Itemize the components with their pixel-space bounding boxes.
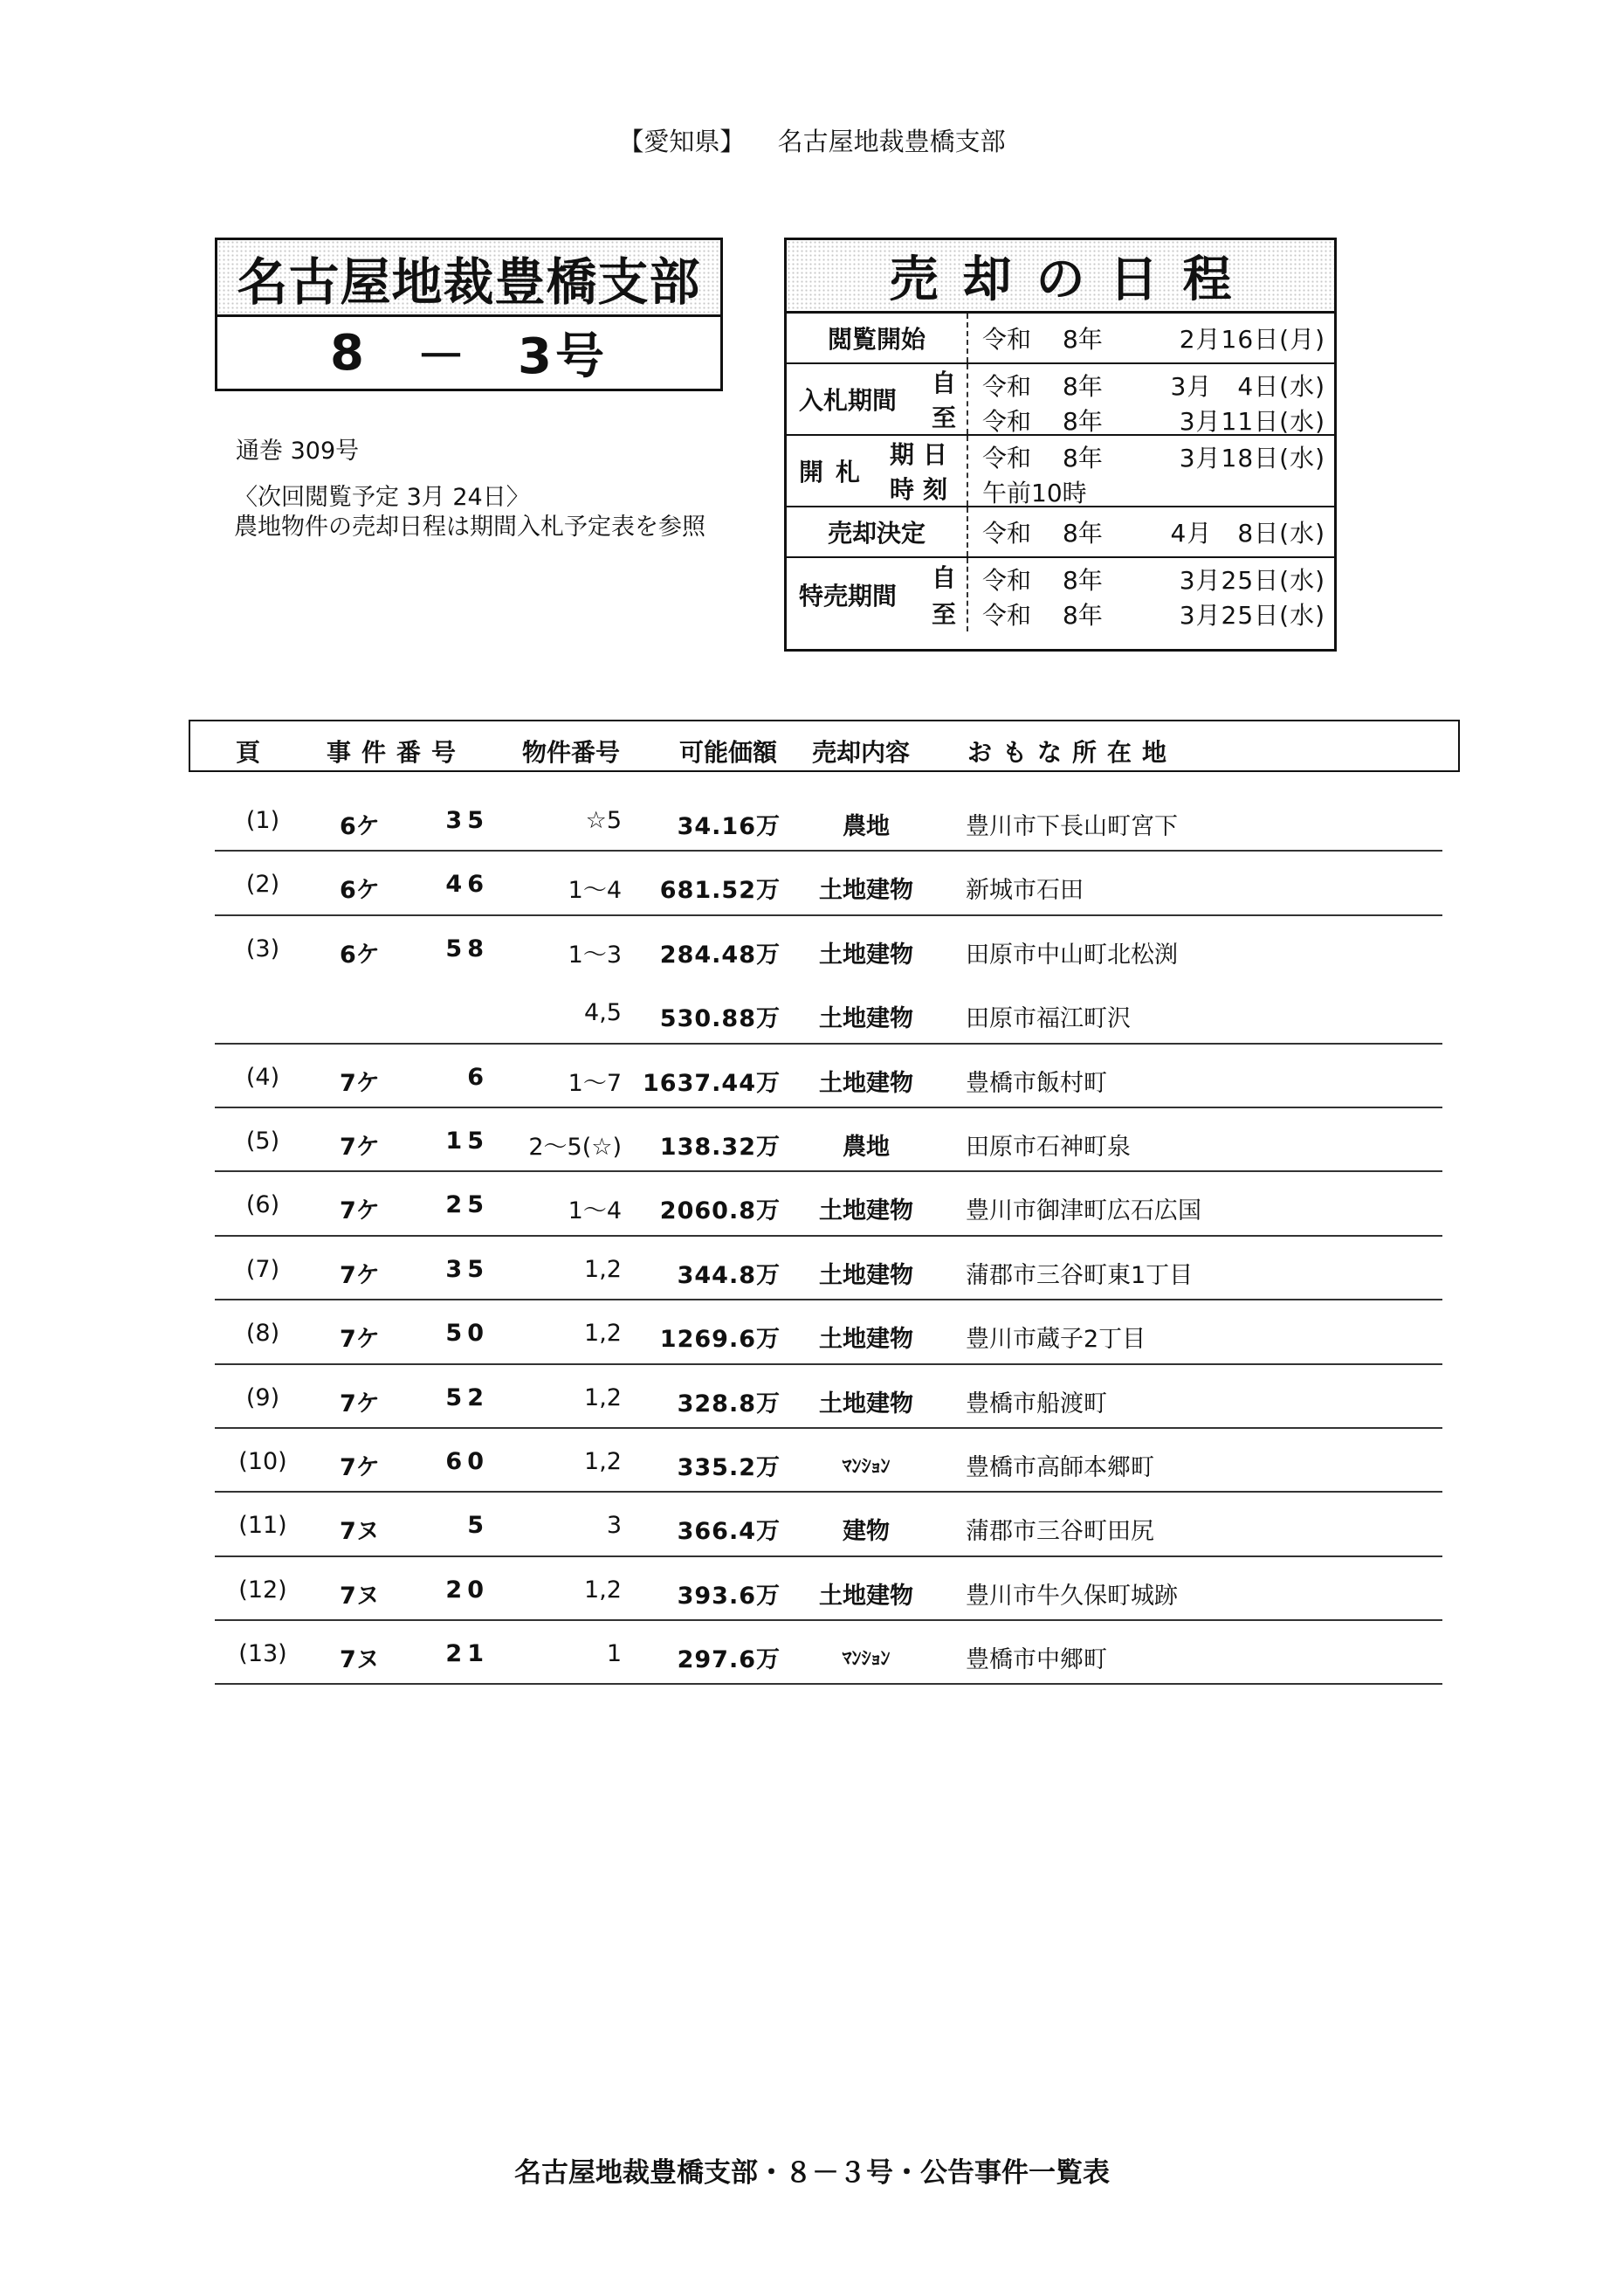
row-price: 284.48万: [659, 941, 781, 969]
schedule-row-label: [787, 507, 968, 556]
row-location: 蒲郡市三谷町東1丁目: [966, 1261, 1194, 1289]
schedule-sublabel: 至: [931, 404, 956, 432]
row-case-type: 6ケ: [340, 813, 380, 840]
court-label: 名古屋地裁豊橋支部: [777, 127, 1006, 156]
schedule-value-era: 令和: [982, 566, 1032, 595]
row-item-number: 1～4: [568, 1197, 622, 1225]
schedule-sublabels: [890, 436, 956, 506]
row-sale-type: 土地建物: [819, 877, 913, 905]
prefecture-label: 【愛知県】: [618, 127, 746, 156]
schedule-row: [787, 314, 1334, 364]
schedule-title-char: 売: [889, 251, 939, 308]
schedule-value-date: 3月 4日(水): [1170, 372, 1325, 401]
farmland-note: 農地物件の売却日程は期間入札予定表を参照: [234, 514, 705, 541]
row-case-number: 15: [445, 1127, 489, 1155]
row-price: 393.6万: [677, 1582, 781, 1610]
table-row: [215, 1493, 1442, 1556]
row-price: 530.88万: [659, 1005, 781, 1033]
row-case-type: 6ケ: [340, 877, 380, 905]
row-sale-type: ﾏﾝｼｮﾝ: [842, 1648, 891, 1671]
row-sale-type: 土地建物: [819, 1582, 913, 1610]
row-price: 366.4万: [677, 1518, 781, 1546]
table-row: [215, 916, 1442, 980]
row-sale-type: 農地: [843, 1133, 890, 1161]
row-page: (9): [245, 1383, 280, 1411]
row-item-number: 2～5(☆): [528, 1133, 622, 1161]
row-price: 138.32万: [659, 1133, 781, 1161]
schedule-row: [787, 507, 1334, 558]
row-page: (10): [238, 1447, 287, 1475]
row-price: 34.16万: [677, 813, 781, 840]
table-row: [215, 980, 1442, 1044]
row-price: 344.8万: [677, 1261, 781, 1289]
table-row: [215, 1108, 1442, 1172]
row-case-type: 7ヌ: [340, 1646, 380, 1674]
schedule-value-year: 8年: [1063, 566, 1103, 595]
row-case-number: 35: [445, 1255, 489, 1283]
schedule-sublabel: 自: [931, 563, 956, 592]
schedule-value-era: 令和: [982, 444, 1032, 472]
header-location: おもな所在地: [967, 738, 1178, 767]
row-case-number: 25: [445, 1191, 489, 1219]
schedule-value: [982, 514, 1325, 549]
header-case-number: 事件番号: [327, 738, 467, 767]
schedule-value-era: 令和: [982, 519, 1032, 548]
row-case-type: 6ケ: [340, 941, 380, 969]
issue-title-box: [215, 238, 723, 391]
table-row: [215, 1045, 1442, 1108]
table-row: [215, 1621, 1442, 1685]
schedule-label-text: 特売期間: [799, 582, 898, 610]
row-location: 新城市石田: [966, 877, 1084, 905]
row-item-number: 1,2: [584, 1576, 622, 1604]
row-case-type: 7ヌ: [340, 1518, 380, 1546]
row-case-type: 7ヌ: [340, 1582, 380, 1610]
table-row: [215, 1237, 1442, 1300]
row-case-type: 7ケ: [340, 1261, 380, 1289]
row-price: 1269.6万: [659, 1326, 781, 1354]
row-location: 田原市中山町北松渕: [966, 941, 1178, 969]
next-view-note: [234, 483, 705, 542]
cases-table-header: [189, 720, 1460, 772]
row-case-type: 7ケ: [340, 1069, 380, 1097]
row-price: 297.6万: [677, 1646, 781, 1674]
schedule-value-date: 3月25日(水): [1179, 601, 1325, 630]
row-item-number: 1,2: [584, 1383, 622, 1411]
row-sale-type: 土地建物: [819, 1197, 913, 1225]
row-sale-type: 土地建物: [819, 1261, 913, 1289]
row-item-number: ☆5: [585, 807, 622, 834]
schedule-value-year: [1087, 474, 1167, 509]
row-location: 田原市石神町泉: [966, 1133, 1131, 1161]
schedule-row: [787, 436, 1334, 507]
schedule-value: [982, 597, 1325, 631]
row-page: (7): [245, 1255, 280, 1283]
row-page: (12): [238, 1576, 287, 1604]
sale-schedule-title: [787, 240, 1334, 314]
row-item-number: 4,5: [584, 999, 622, 1027]
schedule-sublabels: [932, 364, 956, 434]
header-item-number: 物件番号: [522, 738, 621, 767]
row-location: 蒲郡市三谷町田尻: [966, 1518, 1154, 1546]
row-location: 豊川市牛久保町城跡: [966, 1582, 1178, 1610]
cases-table-body: [215, 788, 1442, 1685]
schedule-value-year: 8年: [1063, 407, 1103, 436]
row-sale-type: 土地建物: [819, 1069, 913, 1097]
row-item-number: 1,2: [584, 1255, 622, 1283]
schedule-row: [787, 558, 1334, 631]
schedule-title-char: の: [1036, 251, 1085, 308]
table-row: [215, 1172, 1442, 1236]
sale-schedule-rows: [787, 314, 1334, 631]
row-case-number: 6: [467, 1063, 489, 1091]
row-item-number: 1～4: [568, 877, 622, 905]
schedule-row-label: [787, 436, 968, 506]
schedule-value: [982, 562, 1325, 597]
row-page: (8): [245, 1320, 280, 1348]
issue-number-dash: －: [416, 328, 469, 385]
schedule-value-era: 令和: [982, 601, 1032, 630]
table-row: [215, 1557, 1442, 1621]
row-case-number: 58: [445, 935, 489, 962]
row-item-number: 3: [606, 1512, 622, 1540]
table-row: [215, 1300, 1442, 1364]
row-page: (1): [245, 807, 280, 834]
row-case-number: 35: [445, 807, 489, 834]
schedule-label-text: 入札期間: [799, 386, 898, 415]
schedule-label-text: 開札: [799, 458, 873, 486]
row-sale-type: 農地: [843, 813, 890, 840]
issue-number-major: 8: [330, 324, 368, 382]
schedule-value: [982, 439, 1325, 474]
next-view-date: 〈次回閲覧予定 3月 24日〉: [234, 484, 530, 511]
schedule-title-char: 程: [1182, 251, 1232, 308]
row-sale-type: 土地建物: [819, 1005, 913, 1033]
schedule-value: [982, 321, 1325, 355]
schedule-value-year: 8年: [1063, 325, 1103, 354]
header-page: 頁: [236, 738, 261, 767]
schedule-value: [982, 474, 1325, 509]
row-page: (11): [238, 1512, 287, 1540]
schedule-value-year: 8年: [1063, 444, 1103, 472]
schedule-value: [982, 403, 1325, 438]
schedule-value-date: 4月 8日(水): [1170, 519, 1325, 548]
schedule-row-label: [787, 314, 968, 362]
row-case-number: 21: [445, 1640, 489, 1668]
schedule-sublabel: 期日: [889, 440, 956, 469]
schedule-row: [787, 364, 1334, 436]
row-sale-type: 土地建物: [819, 1390, 913, 1417]
row-page: (13): [238, 1640, 287, 1668]
row-location: 豊橋市高師本郷町: [966, 1453, 1154, 1481]
page-header: [0, 122, 1624, 158]
row-location: 豊川市御津町広石広国: [966, 1197, 1201, 1225]
row-sale-type: 土地建物: [819, 1326, 913, 1354]
schedule-values: [968, 436, 1334, 506]
schedule-value: [982, 368, 1325, 403]
table-row: [215, 852, 1442, 915]
header-price: 可能価額: [679, 738, 778, 767]
row-location: 豊川市蔵子2丁目: [966, 1326, 1146, 1354]
sale-schedule-box: [784, 238, 1337, 652]
row-case-number: 46: [445, 871, 489, 899]
schedule-values: [968, 364, 1334, 434]
table-row: [215, 1429, 1442, 1493]
row-sale-type: 土地建物: [819, 941, 913, 969]
schedule-value-date: 3月11日(水): [1179, 407, 1325, 436]
schedule-value-date: 3月25日(水): [1179, 566, 1325, 595]
row-location: 豊橋市飯村町: [966, 1069, 1107, 1097]
row-case-number: 50: [445, 1320, 489, 1348]
row-page: (3): [245, 935, 280, 962]
row-price: 335.2万: [677, 1453, 781, 1481]
row-item-number: 1,2: [584, 1320, 622, 1348]
row-case-type: 7ケ: [340, 1133, 380, 1161]
row-page: (6): [245, 1191, 280, 1219]
row-page: (2): [245, 871, 280, 899]
schedule-label-text: 売却決定: [827, 519, 926, 548]
row-item-number: 1,2: [584, 1447, 622, 1475]
row-price: 1637.44万: [643, 1069, 781, 1097]
schedule-value-year: 8年: [1063, 601, 1103, 630]
row-case-type: 7ケ: [340, 1453, 380, 1481]
schedule-sublabel: 至: [931, 600, 956, 629]
schedule-value-era: 令和: [982, 407, 1032, 436]
schedule-sublabel: 自: [931, 369, 956, 397]
schedule-value-era: 令和: [982, 325, 1032, 354]
row-location: 豊川市下長山町宮下: [966, 813, 1178, 840]
schedule-value-era: 令和: [982, 372, 1032, 401]
schedule-value-date: [1167, 474, 1325, 509]
issue-court-name: 名古屋地裁豊橋支部: [217, 240, 720, 317]
schedule-value-date: 2月16日(月): [1179, 325, 1325, 354]
row-item-number: 1～3: [568, 941, 622, 969]
schedule-values: [968, 314, 1334, 362]
schedule-title-char: 却: [962, 251, 1012, 308]
row-case-type: 7ケ: [340, 1197, 380, 1225]
row-case-type: 7ケ: [340, 1390, 380, 1417]
schedule-sublabel: 時刻: [889, 475, 956, 504]
row-case-type: 7ケ: [340, 1326, 380, 1354]
issue-number: [217, 317, 720, 389]
table-row: [215, 788, 1442, 852]
row-page: (4): [245, 1063, 280, 1091]
schedule-values: [968, 507, 1334, 556]
schedule-value-era: 午前10時: [982, 479, 1087, 507]
row-sale-type: 建物: [843, 1518, 890, 1546]
schedule-value-year: 8年: [1063, 519, 1103, 548]
row-case-number: 60: [445, 1447, 489, 1475]
issue-number-minor: 3号: [518, 328, 608, 385]
schedule-row-label: [787, 364, 968, 434]
row-item-number: 1: [606, 1640, 622, 1668]
row-page: (5): [245, 1127, 280, 1155]
row-case-number: 20: [445, 1576, 489, 1604]
schedule-sublabels: [932, 558, 956, 631]
row-case-number: 52: [445, 1383, 489, 1411]
row-location: 豊橋市船渡町: [966, 1390, 1107, 1417]
schedule-value-date: 3月18日(水): [1179, 444, 1325, 472]
row-case-number: 5: [467, 1512, 489, 1540]
header-sale-type: 売却内容: [812, 738, 911, 767]
page-footer: 名古屋地裁豊橋支部・８－３号・公告事件一覧表: [514, 2157, 1110, 2189]
row-location: 豊橋市中郷町: [966, 1646, 1107, 1674]
schedule-value-year: 8年: [1063, 372, 1103, 401]
row-item-number: 1～7: [568, 1069, 622, 1097]
row-price: 328.8万: [677, 1390, 781, 1417]
schedule-values: [968, 558, 1334, 631]
schedule-title-char: 日: [1109, 251, 1159, 308]
row-price: 681.52万: [659, 877, 781, 905]
row-location: 田原市福江町沢: [966, 1005, 1131, 1033]
table-row: [215, 1365, 1442, 1429]
row-sale-type: ﾏﾝｼｮﾝ: [842, 1455, 891, 1478]
row-price: 2060.8万: [659, 1197, 781, 1225]
schedule-label-text: 閲覧開始: [827, 325, 926, 354]
schedule-row-label: [787, 558, 968, 631]
volume-number: 通巻 309号: [236, 438, 360, 465]
